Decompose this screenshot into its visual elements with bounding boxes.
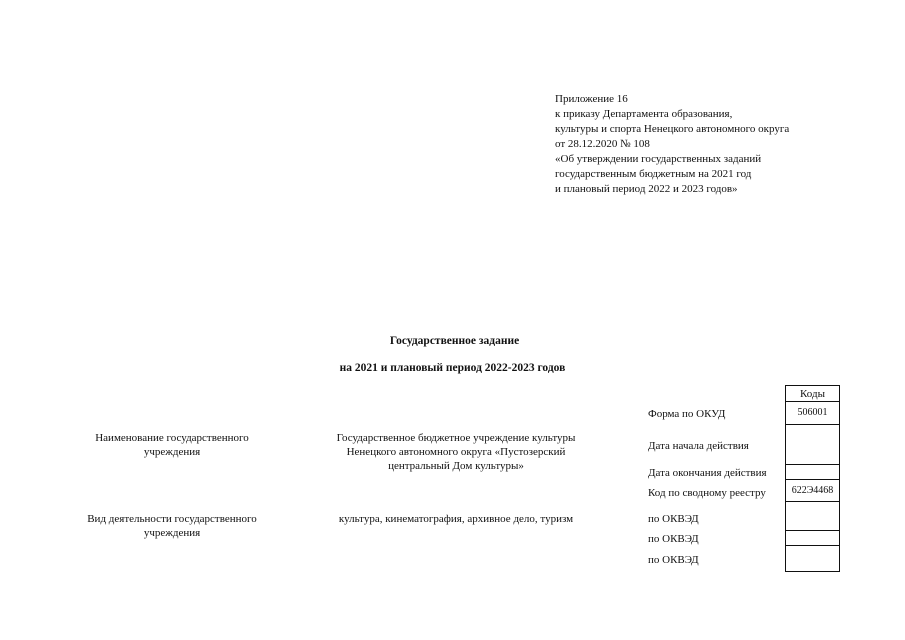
institution-label-line: Наименование государственного <box>95 432 249 444</box>
annex-line: от 28.12.2020 № 108 <box>555 138 650 150</box>
document-title: Государственное задание <box>389 335 520 347</box>
codes-row-label: по ОКВЭД <box>648 533 699 545</box>
codes-row-label: по ОКВЭД <box>648 513 699 525</box>
annex-line: культуры и спорта Ненецкого автономного округа <box>555 123 790 135</box>
institution-name <box>296 431 616 473</box>
code-cell-start-date <box>785 425 840 465</box>
annex-line: «Об утверждении государственных заданий <box>555 153 762 165</box>
institution-name-line: Ненецкого автономного округа «Пустозерский <box>346 446 566 458</box>
activity-label <box>57 512 287 540</box>
annex-line: государственным бюджетным на 2021 год <box>555 168 752 180</box>
code-cell-end-date <box>785 465 840 480</box>
code-cell-okved-2 <box>785 531 840 546</box>
codes-row-label: Код по сводному реестру <box>648 487 766 499</box>
document-subtitle: на 2021 и плановый период 2022-2023 годов <box>339 362 566 374</box>
code-cell-okved-1 <box>785 502 840 531</box>
codes-row-label: Форма по ОКУД <box>648 408 726 420</box>
institution-label-line: учреждения <box>143 446 201 458</box>
codes-row-label: по ОКВЭД <box>648 554 699 566</box>
codes-row-label: Дата окончания действия <box>648 467 767 479</box>
activity-label-line: Вид деятельности государственного <box>87 513 257 525</box>
institution-label <box>57 431 287 459</box>
activity-value: культура, кинематография, архивное дело, туризм <box>338 513 574 525</box>
codes-row-label: Дата начала действия <box>648 440 749 452</box>
code-cell-registry: 622Э4468 <box>785 480 840 502</box>
activity-label-line: учреждения <box>143 527 201 539</box>
annex-line: к приказу Департамента образования, <box>555 108 733 120</box>
code-cell-okud: 506001 <box>785 402 840 425</box>
codes-header: Коды <box>785 385 840 402</box>
code-cell-okved-3 <box>785 546 840 572</box>
annex-line: и плановый период 2022 и 2023 годов» <box>555 183 738 195</box>
institution-name-line: центральный Дом культуры» <box>388 460 524 472</box>
institution-name-line: Государственное бюджетное учреждение культуры <box>336 432 576 444</box>
annex-line: Приложение 16 <box>555 93 628 105</box>
annex-block <box>555 92 875 197</box>
